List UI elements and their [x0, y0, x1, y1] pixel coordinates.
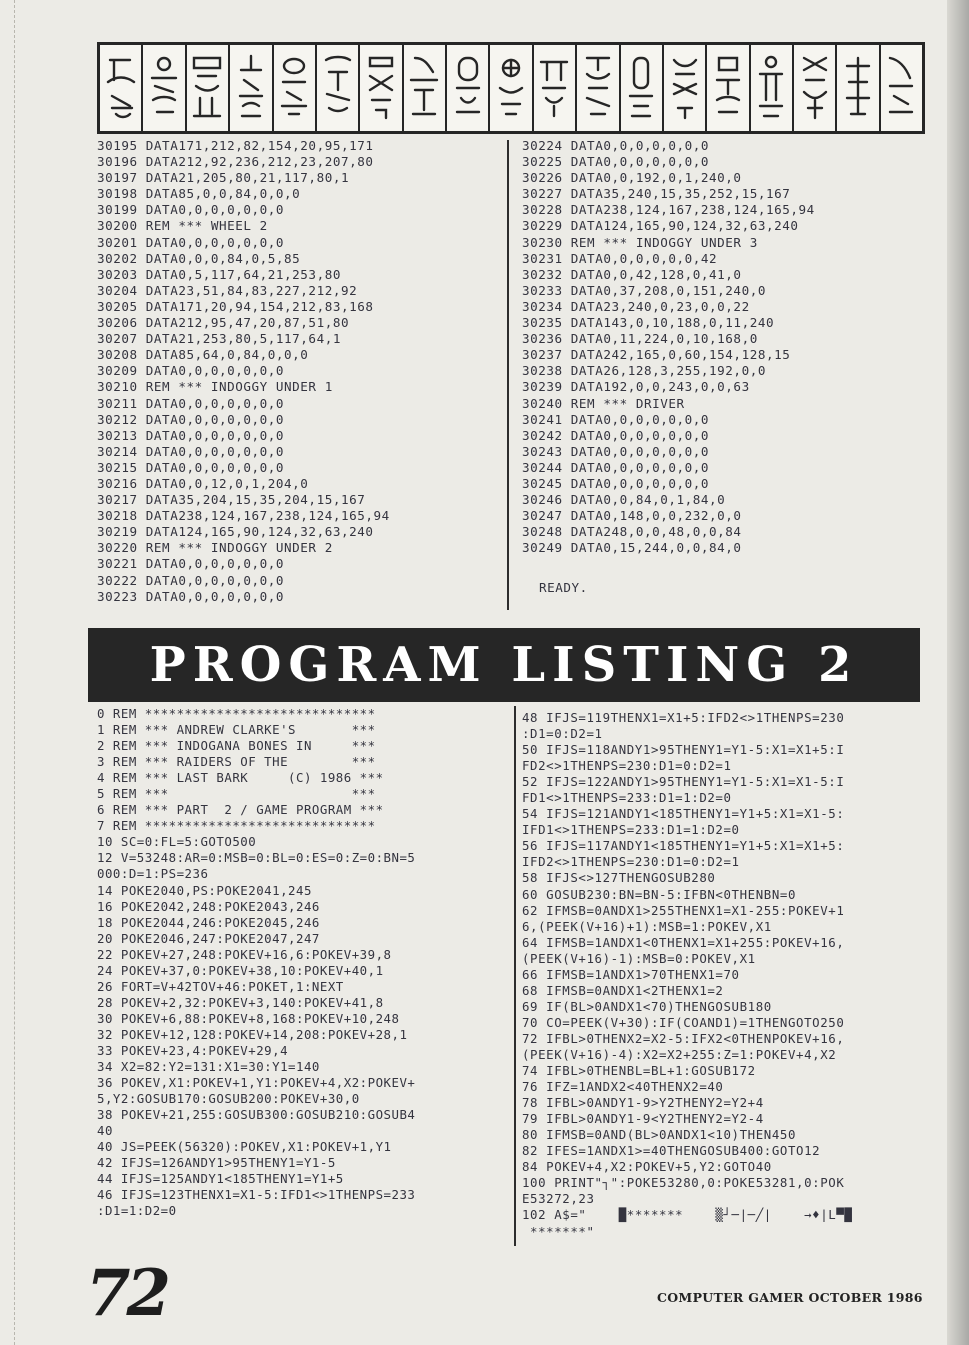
code-line: 30217 DATA35,204,15,35,204,15,167: [97, 492, 366, 508]
code-line: 62 IFMSB=0ANDX1>255THENX1=X1-255:POKEV+1: [522, 902, 845, 918]
code-line: 30235 DATA143,0,10,188,0,11,240: [522, 315, 775, 331]
code-line: 30220 REM *** INDOGGY UNDER 2: [97, 540, 333, 556]
code-line: 30205 DATA171,20,94,154,212,83,168: [97, 298, 374, 314]
code-line: 000:D=1:PS=236: [97, 866, 209, 882]
hieroglyph-icon: [534, 45, 577, 131]
code-line: 30196 DATA212,92,236,212,23,207,80: [97, 154, 374, 170]
code-line: 20 POKE2046,247:POKE2047,247: [97, 930, 320, 946]
code-line: 68 IFMSB=0ANDX1<2THENX1=2: [522, 982, 724, 998]
code-line: 30212 DATA0,0,0,0,0,0,0: [97, 411, 285, 427]
code-line: 26 FORT=V+42TOV+46:POKET,1:NEXT: [97, 978, 344, 994]
code-line: 30226 DATA0,0,192,0,1,240,0: [522, 170, 742, 186]
code-line: 30209 DATA0,0,0,0,0,0,0: [97, 363, 285, 379]
hieroglyph-icon: [707, 45, 750, 131]
code-line: :D1=1:D2=0: [97, 1203, 177, 1219]
code-line: 44 IFJS=125ANDY1<185THENY1=Y1+5: [97, 1171, 344, 1187]
code-line: 64 IFMSB=1ANDX1<0THENX1=X1+255:POKEV+16,: [522, 934, 845, 950]
code-line: 1 REM *** ANDREW CLARKE'S ***: [97, 722, 376, 738]
hieroglyph-icon: [447, 45, 490, 131]
code-line: 30211 DATA0,0,0,0,0,0,0: [97, 395, 285, 411]
code-line: FD2<>1THENPS=230:D1=0:D2=1: [522, 758, 732, 774]
code-line: 30201 DATA0,0,0,0,0,0,0: [97, 234, 285, 250]
code-line: 30215 DATA0,0,0,0,0,0,0: [97, 459, 285, 475]
code-line: 30233 DATA0,37,208,0,151,240,0: [522, 282, 766, 298]
code-line: 70 CO=PEEK(V+30):IF(COAND1)=1THENGOTO250: [522, 1014, 845, 1030]
hieroglyph-icon: [577, 45, 620, 131]
code-line: 40 JS=PEEK(56320):POKEV,X1:POKEV+1,Y1: [97, 1139, 392, 1155]
code-line: E53272,23: [522, 1191, 595, 1207]
code-line: 30230 REM *** INDOGGY UNDER 3: [522, 234, 758, 250]
magazine-credit: COMPUTER GAMER OCTOBER 1986: [657, 1290, 923, 1305]
code-line: 30238 DATA26,128,3,255,192,0,0: [522, 363, 766, 379]
code-line: 10 SC=0:FL=5:GOTO500: [97, 834, 257, 850]
code-line: 18 POKE2044,246:POKE2045,246: [97, 914, 320, 930]
listing-bottom-right-column: [522, 710, 852, 1240]
code-line: *******": [522, 1223, 595, 1239]
code-line: 102 A$=" █******* ▒┘─|─╱| →♦|L▀█: [522, 1207, 853, 1223]
code-line: 5 REM *** ***: [97, 786, 376, 802]
code-line: 30222 DATA0,0,0,0,0,0,0: [97, 572, 285, 588]
code-line: 56 IFJS=117ANDY1<185THENY1=Y1+5:X1=X1+5:: [522, 838, 845, 854]
code-line: 30204 DATA23,51,84,83,227,212,92: [97, 282, 358, 298]
code-line: 82 IFES=1ANDX1>=40THENGOSUB400:GOTO12: [522, 1143, 821, 1159]
code-line: 66 IFMSB=1ANDX1>70THENX1=70: [522, 966, 740, 982]
code-line: 30208 DATA85,64,0,84,0,0,0: [97, 347, 309, 363]
code-line: 30231 DATA0,0,0,0,0,0,42: [522, 250, 718, 266]
hieroglyph-icon: [187, 45, 230, 131]
code-line: 58 IFJS<>127THENGOSUB280: [522, 870, 716, 886]
code-line: 34 X2=82:Y2=131:X1=30:Y1=140: [97, 1059, 320, 1075]
code-line: 36 POKEV,X1:POKEV+1,Y1:POKEV+4,X2:POKEV+: [97, 1075, 416, 1091]
code-line: 30246 DATA0,0,84,0,1,84,0: [522, 492, 726, 508]
ready-prompt: READY.: [539, 580, 588, 595]
code-line: 100 PRINT"┐":POKE53280,0:POKE53281,0:POK: [522, 1175, 845, 1191]
code-line: 30199 DATA0,0,0,0,0,0,0: [97, 202, 285, 218]
code-line: IFD1<>1THENPS=233:D1=1:D2=0: [522, 822, 740, 838]
code-line: 6 REM *** PART 2 / GAME PROGRAM ***: [97, 802, 384, 818]
code-line: 69 IF(BL>0ANDX1<70)THENGOSUB180: [522, 998, 772, 1014]
code-line: 48 IFJS=119THENX1=X1+5:IFD2<>1THENPS=230: [522, 710, 845, 725]
code-line: 33 POKEV+23,4:POKEV+29,4: [97, 1042, 289, 1058]
code-line: 30195 DATA171,212,82,154,20,95,171: [97, 138, 374, 153]
code-line: 79 IFBL>0ANDY1-9<Y2THENY2=Y2-4: [522, 1111, 764, 1127]
code-line: IFD2<>1THENPS=230:D1=0:D2=1: [522, 854, 740, 870]
listing-bottom-left-column: [97, 706, 415, 1220]
hieroglyph-icon: [490, 45, 533, 131]
code-line: 46 IFJS=123THENX1=X1-5:IFD1<>1THENPS=233: [97, 1187, 416, 1203]
code-line: 30243 DATA0,0,0,0,0,0,0: [522, 443, 710, 459]
hieroglyph-icon: [837, 45, 880, 131]
code-line: 30210 REM *** INDOGGY UNDER 1: [97, 379, 333, 395]
code-line: 38 POKEV+21,255:GOSUB300:GOSUB210:GOSUB4: [97, 1107, 416, 1123]
hieroglyph-icon: [100, 45, 143, 131]
code-line: 76 IFZ=1ANDX2<40THENX2=40: [522, 1079, 724, 1095]
code-line: 40: [97, 1123, 113, 1139]
code-line: 6,(PEEK(V+16)+1):MSB=1:POKEV,X1: [522, 918, 772, 934]
code-line: 3 REM *** RAIDERS OF THE ***: [97, 754, 376, 770]
code-line: 74 IFBL>0THENBL=BL+1:GOSUB172: [522, 1063, 756, 1079]
hieroglyph-icon: [360, 45, 403, 131]
code-line: 30218 DATA238,124,167,238,124,165,94: [97, 508, 390, 524]
code-line: 14 POKE2040,PS:POKE2041,245: [97, 882, 312, 898]
hieroglyph-icon: [143, 45, 186, 131]
code-line: 30197 DATA21,205,80,21,117,80,1: [97, 170, 350, 186]
hieroglyph-icon: [230, 45, 273, 131]
code-line: 30228 DATA238,124,167,238,124,165,94: [522, 202, 815, 218]
page-edge-shadow: [947, 0, 969, 1345]
binding-margin: [0, 0, 15, 1345]
code-line: 60 GOSUB230:BN=BN-5:IFBN<0THENBN=0: [522, 886, 797, 902]
code-line: 30245 DATA0,0,0,0,0,0,0: [522, 475, 710, 491]
code-line: 30241 DATA0,0,0,0,0,0,0: [522, 411, 710, 427]
code-line: 5,Y2:GOSUB170:GOSUB200:POKEV+30,0: [97, 1091, 360, 1107]
code-line: 30249 DATA0,15,244,0,0,84,0: [522, 540, 742, 556]
code-line: 80 IFMSB=0AND(BL>0ANDX1<10)THEN450: [522, 1127, 797, 1143]
code-line: :D1=0:D2=1: [522, 726, 603, 742]
code-line: 0 REM *****************************: [97, 706, 376, 721]
listing-top-left-column: [97, 138, 390, 605]
code-line: 30237 DATA242,165,0,60,154,128,15: [522, 347, 791, 363]
code-line: 30247 DATA0,148,0,0,232,0,0: [522, 508, 742, 524]
column-divider-bottom: [514, 706, 516, 1246]
code-line: 30207 DATA21,253,80,5,117,64,1: [97, 331, 341, 347]
code-line: 30240 REM *** DRIVER: [522, 395, 685, 411]
hieroglyph-icon: [404, 45, 447, 131]
hieroglyph-icon: [881, 45, 922, 131]
section-heading: PROGRAM LISTING 2: [88, 628, 920, 702]
hieroglyph-icon: [317, 45, 360, 131]
hieroglyph-icon: [621, 45, 664, 131]
code-line: 30234 DATA23,240,0,23,0,0,22: [522, 298, 750, 314]
code-line: 30244 DATA0,0,0,0,0,0,0: [522, 459, 710, 475]
code-line: 72 IFBL>0THENX2=X2-5:IFX2<0THENPOKEV+16,: [522, 1030, 845, 1046]
code-line: 30200 REM *** WHEEL 2: [97, 218, 268, 234]
hieroglyph-icon: [751, 45, 794, 131]
code-line: 30216 DATA0,0,12,0,1,204,0: [97, 475, 309, 491]
code-line: 78 IFBL>0ANDY1-9>Y2THENY2=Y2+4: [522, 1095, 764, 1111]
hieroglyph-banner: [97, 42, 925, 134]
code-line: 30203 DATA0,5,117,64,21,253,80: [97, 266, 341, 282]
hieroglyph-icon: [274, 45, 317, 131]
code-line: 50 IFJS=118ANDY1>95THENY1=Y1-5:X1=X1+5:I: [522, 742, 845, 758]
code-line: 4 REM *** LAST BARK (C) 1986 ***: [97, 770, 384, 786]
code-line: 2 REM *** INDOGANA BONES IN ***: [97, 738, 376, 754]
hieroglyph-icon: [664, 45, 707, 131]
code-line: 30227 DATA35,240,15,35,252,15,167: [522, 186, 791, 202]
code-line: 12 V=53248:AR=0:MSB=0:BL=0:ES=0:Z=0:BN=5: [97, 850, 416, 866]
code-line: 32 POKEV+12,128:POKEV+14,208:POKEV+28,1: [97, 1026, 408, 1042]
code-line: 30214 DATA0,0,0,0,0,0,0: [97, 443, 285, 459]
code-line: 84 POKEV+4,X2:POKEV+5,Y2:GOTO40: [522, 1159, 772, 1175]
page-number: 72: [86, 1256, 168, 1331]
code-line: 30229 DATA124,165,90,124,32,63,240: [522, 218, 799, 234]
code-line: (PEEK(V+16)-1):MSB=0:POKEV,X1: [522, 950, 756, 966]
code-line: 28 POKEV+2,32:POKEV+3,140:POKEV+41,8: [97, 994, 384, 1010]
listing-top-right-column: [522, 138, 815, 556]
code-line: 42 IFJS=126ANDY1>95THENY1=Y1-5: [97, 1155, 336, 1171]
column-divider-top: [507, 140, 509, 610]
code-line: 52 IFJS=122ANDY1>95THENY1=Y1-5:X1=X1-5:I: [522, 774, 845, 790]
code-line: 22 POKEV+27,248:POKEV+16,6:POKEV+39,8: [97, 946, 392, 962]
code-line: 30219 DATA124,165,90,124,32,63,240: [97, 524, 374, 540]
code-line: 30198 DATA85,0,0,84,0,0,0: [97, 186, 301, 202]
code-line: 54 IFJS=121ANDY1<185THENY1=Y1+5:X1=X1-5:: [522, 806, 845, 822]
code-line: 24 POKEV+37,0:POKEV+38,10:POKEV+40,1: [97, 962, 384, 978]
code-line: 30223 DATA0,0,0,0,0,0,0: [97, 588, 285, 604]
code-line: 30232 DATA0,0,42,128,0,41,0: [522, 266, 742, 282]
code-line: 30248 DATA248,0,0,48,0,0,84: [522, 524, 742, 540]
code-line: 30 POKEV+6,88:POKEV+8,168:POKEV+10,248: [97, 1010, 400, 1026]
code-line: 30242 DATA0,0,0,0,0,0,0: [522, 427, 710, 443]
code-line: 30224 DATA0,0,0,0,0,0,0: [522, 138, 710, 153]
hieroglyph-icon: [794, 45, 837, 131]
code-line: 30202 DATA0,0,0,84,0,5,85: [97, 250, 301, 266]
code-line: 7 REM *****************************: [97, 818, 376, 834]
code-line: 16 POKE2042,248:POKE2043,246: [97, 898, 320, 914]
code-line: 30239 DATA192,0,0,243,0,0,63: [522, 379, 750, 395]
code-line: FD1<>1THENPS=233:D1=1:D2=0: [522, 790, 732, 806]
code-line: 30221 DATA0,0,0,0,0,0,0: [97, 556, 285, 572]
code-line: (PEEK(V+16)-4):X2=X2+255:Z=1:POKEV+4,X2: [522, 1046, 837, 1062]
code-line: 30236 DATA0,11,224,0,10,168,0: [522, 331, 758, 347]
code-line: 30213 DATA0,0,0,0,0,0,0: [97, 427, 285, 443]
code-line: 30225 DATA0,0,0,0,0,0,0: [522, 154, 710, 170]
code-line: 30206 DATA212,95,47,20,87,51,80: [97, 315, 350, 331]
